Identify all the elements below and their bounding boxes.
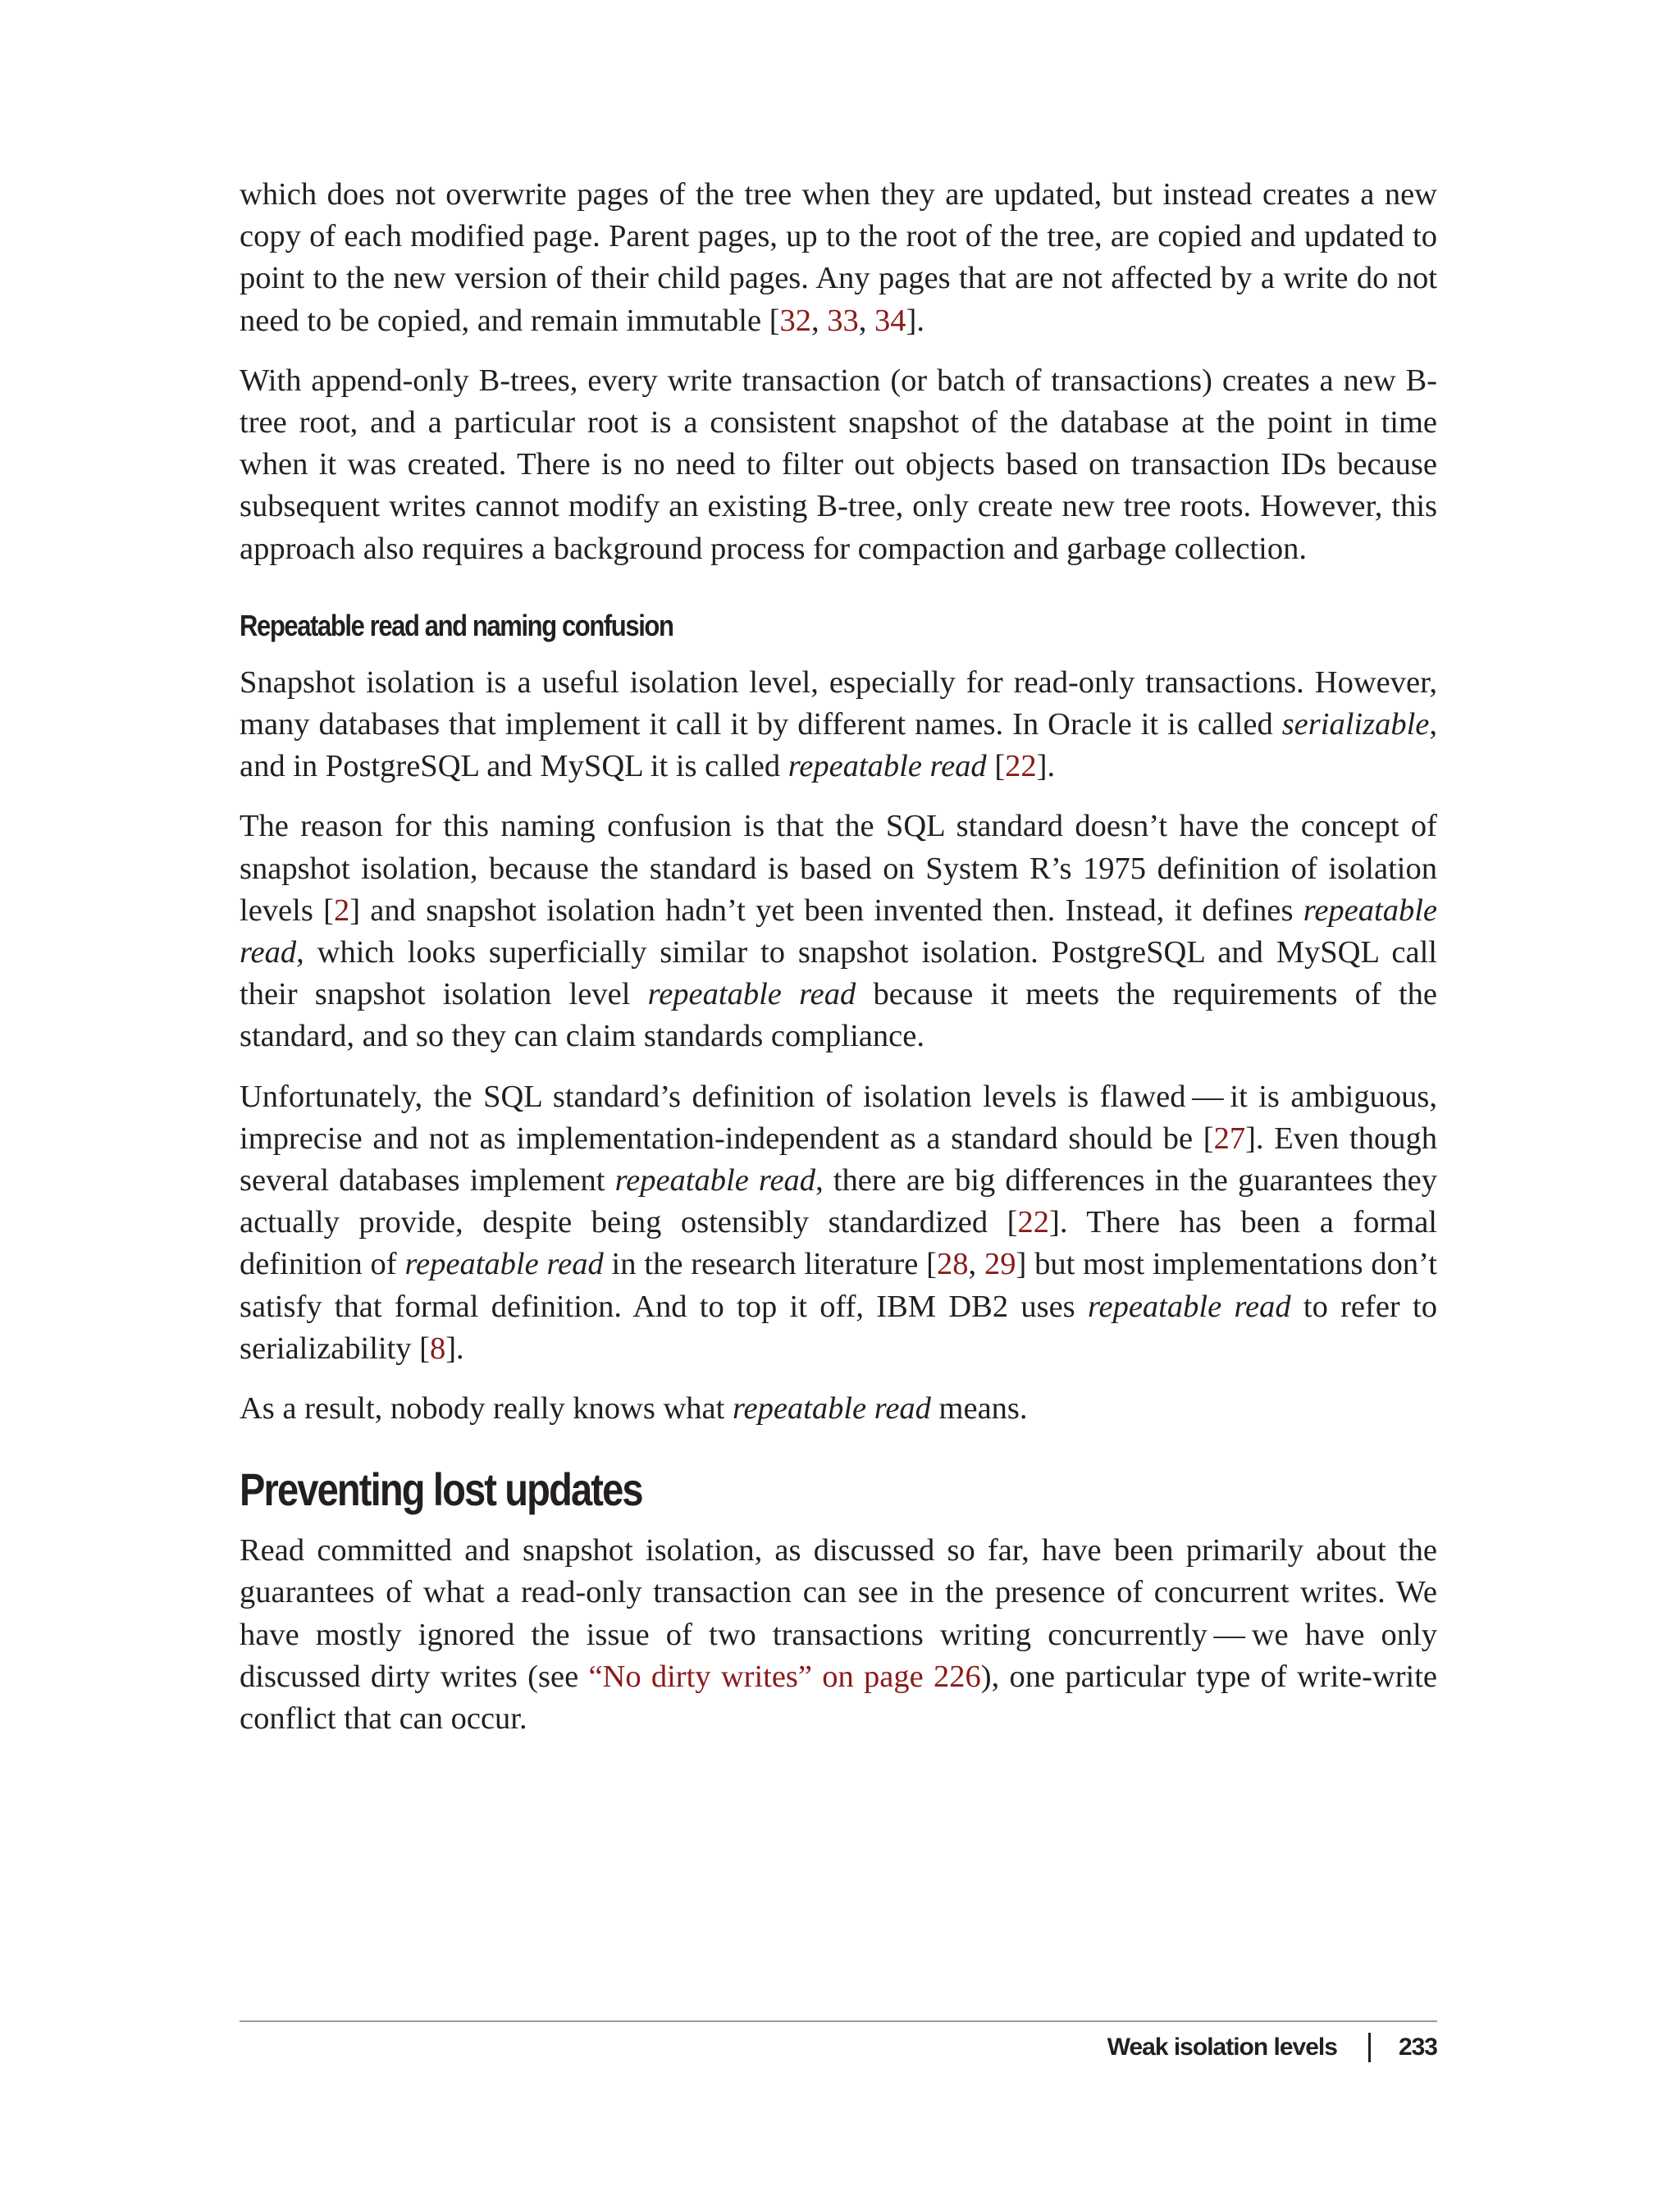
text-run: With append-only B-trees, every write transaction (or batch of transactions) creates a new B-tree root, and a particular root is a consistent snapshot of the database at the point in time when it was created. There is no need to filter out objects based on transaction IDs because subsequent writes cannot modify an existing B-tree, only create new tree roots. However, this approach also requires a background process for compaction and garbage collection. (240, 363, 1437, 566)
text-run: ] and snapshot isolation hadn’t yet been invented then. Instead, it defines (349, 892, 1303, 928)
paragraph-nobody-knows (240, 1388, 1437, 1430)
citation-link[interactable]: 22 (1017, 1205, 1049, 1240)
page-number: 233 (1398, 2034, 1437, 2061)
paragraph-sql-standard-flawed (240, 1076, 1437, 1370)
text-run: , (968, 1247, 984, 1282)
paragraph-snapshot-names (240, 662, 1437, 788)
paragraph-lost-updates-intro (240, 1530, 1437, 1740)
text-run: , and in PostgreSQL and MySQL it is called (240, 707, 1437, 784)
text-run: ]. There has been a formal definition of (240, 1205, 1437, 1282)
citation-link[interactable]: 8 (429, 1331, 446, 1366)
italic-term: repeatable read (732, 1391, 931, 1427)
page-body (240, 174, 1437, 1758)
text-run: , there are big differences in the guarantees they actually provide, despite being ostensibly standardized [ (240, 1163, 1437, 1240)
citation-link[interactable]: 22 (1005, 749, 1037, 784)
italic-term: repeatable read (614, 1163, 816, 1198)
text-run: to refer to serializability [ (240, 1289, 1437, 1366)
text-run: , (858, 303, 875, 338)
text-run: ]. (445, 1331, 464, 1366)
section-heading: Preventing lost updates (240, 1463, 642, 1516)
page-footer (1107, 2031, 1437, 2064)
italic-term: repeatable read (404, 1247, 604, 1282)
text-run: in the research literature [ (603, 1247, 937, 1282)
italic-term: repeatable read (647, 977, 856, 1012)
text-run: because it meets the requirements of the standard, and so they can claim standards compliance. (240, 977, 1438, 1054)
text-run: [ (986, 749, 1006, 784)
italic-term: serializable (1281, 707, 1430, 742)
citation-link[interactable]: 29 (984, 1247, 1016, 1282)
italic-term: repeatable read (1087, 1289, 1291, 1324)
text-run: Unfortunately, the SQL standard’s definition of isolation levels is flawed — it is ambiguous, imprecise and not as implementation-independent as a standard should be [ (240, 1079, 1437, 1156)
subsection-heading: Repeatable read and naming confusion (240, 608, 673, 642)
text-run: The reason for this naming confusion is that the SQL standard doesn’t have the concept of snapshot isolation, because the standard is based on System R’s 1975 definition of isolation levels [ (240, 809, 1437, 928)
footer-chapter-title: Weak isolation levels (1107, 2034, 1337, 2061)
text-run: Snapshot isolation is a useful isolation level, especially for read-only transactions. However, many databases that implement it call it by different names. In Oracle it is called (240, 664, 1437, 742)
citation-link[interactable]: 2 (333, 892, 350, 928)
italic-term: repeatable read (788, 749, 987, 784)
paragraph-append-only-btrees (240, 360, 1437, 570)
text-run: ]. (1036, 749, 1056, 784)
paragraph-naming-confusion (240, 806, 1437, 1057)
text-run: , which looks superficially similar to snapshot isolation. PostgreSQL and MySQL call their snapshot isolation level (240, 935, 1437, 1012)
text-run: ] but most implementations don’t satisfy that formal definition. And to top it off, IBM DB2 uses (240, 1247, 1437, 1324)
citation-link[interactable]: 33 (827, 303, 859, 338)
footer-separator (1368, 2033, 1371, 2062)
italic-term: repeatable read (240, 892, 1437, 970)
text-run: As a result, nobody really knows what (240, 1391, 733, 1427)
paragraph-append-only-pages (240, 174, 1437, 342)
text-run: ), one particular type of write-write conflict that can occur. (240, 1659, 1438, 1737)
cross-reference-link[interactable]: “No dirty writes” on page 226 (588, 1659, 981, 1694)
citation-link[interactable]: 27 (1213, 1121, 1246, 1156)
citation-link[interactable]: 32 (779, 303, 812, 338)
text-run: ]. Even though several databases implement (240, 1121, 1437, 1198)
text-run: ]. (906, 303, 924, 338)
text-run: means. (930, 1391, 1028, 1427)
text-run: , (811, 303, 828, 338)
text-run: Read committed and snapshot isolation, as discussed so far, have been primarily about the guarantees of what a read-only transaction can see in the presence of concurrent writes. We have mostly ignored the issue of two transactions writing concurrently — we have only discussed dirty writes (see (240, 1533, 1437, 1694)
text-run: which does not overwrite pages of the tree when they are updated, but instead creates a new copy of each modified page. Parent pages, up to the root of the tree, are copied and updated to point to the new version of their child pages. Any pages that are not affected by a write do not need to be copied, and remain immutable [ (240, 177, 1437, 338)
footer-divider (240, 2020, 1437, 2022)
citation-link[interactable]: 34 (874, 303, 906, 338)
citation-link[interactable]: 28 (936, 1247, 969, 1282)
